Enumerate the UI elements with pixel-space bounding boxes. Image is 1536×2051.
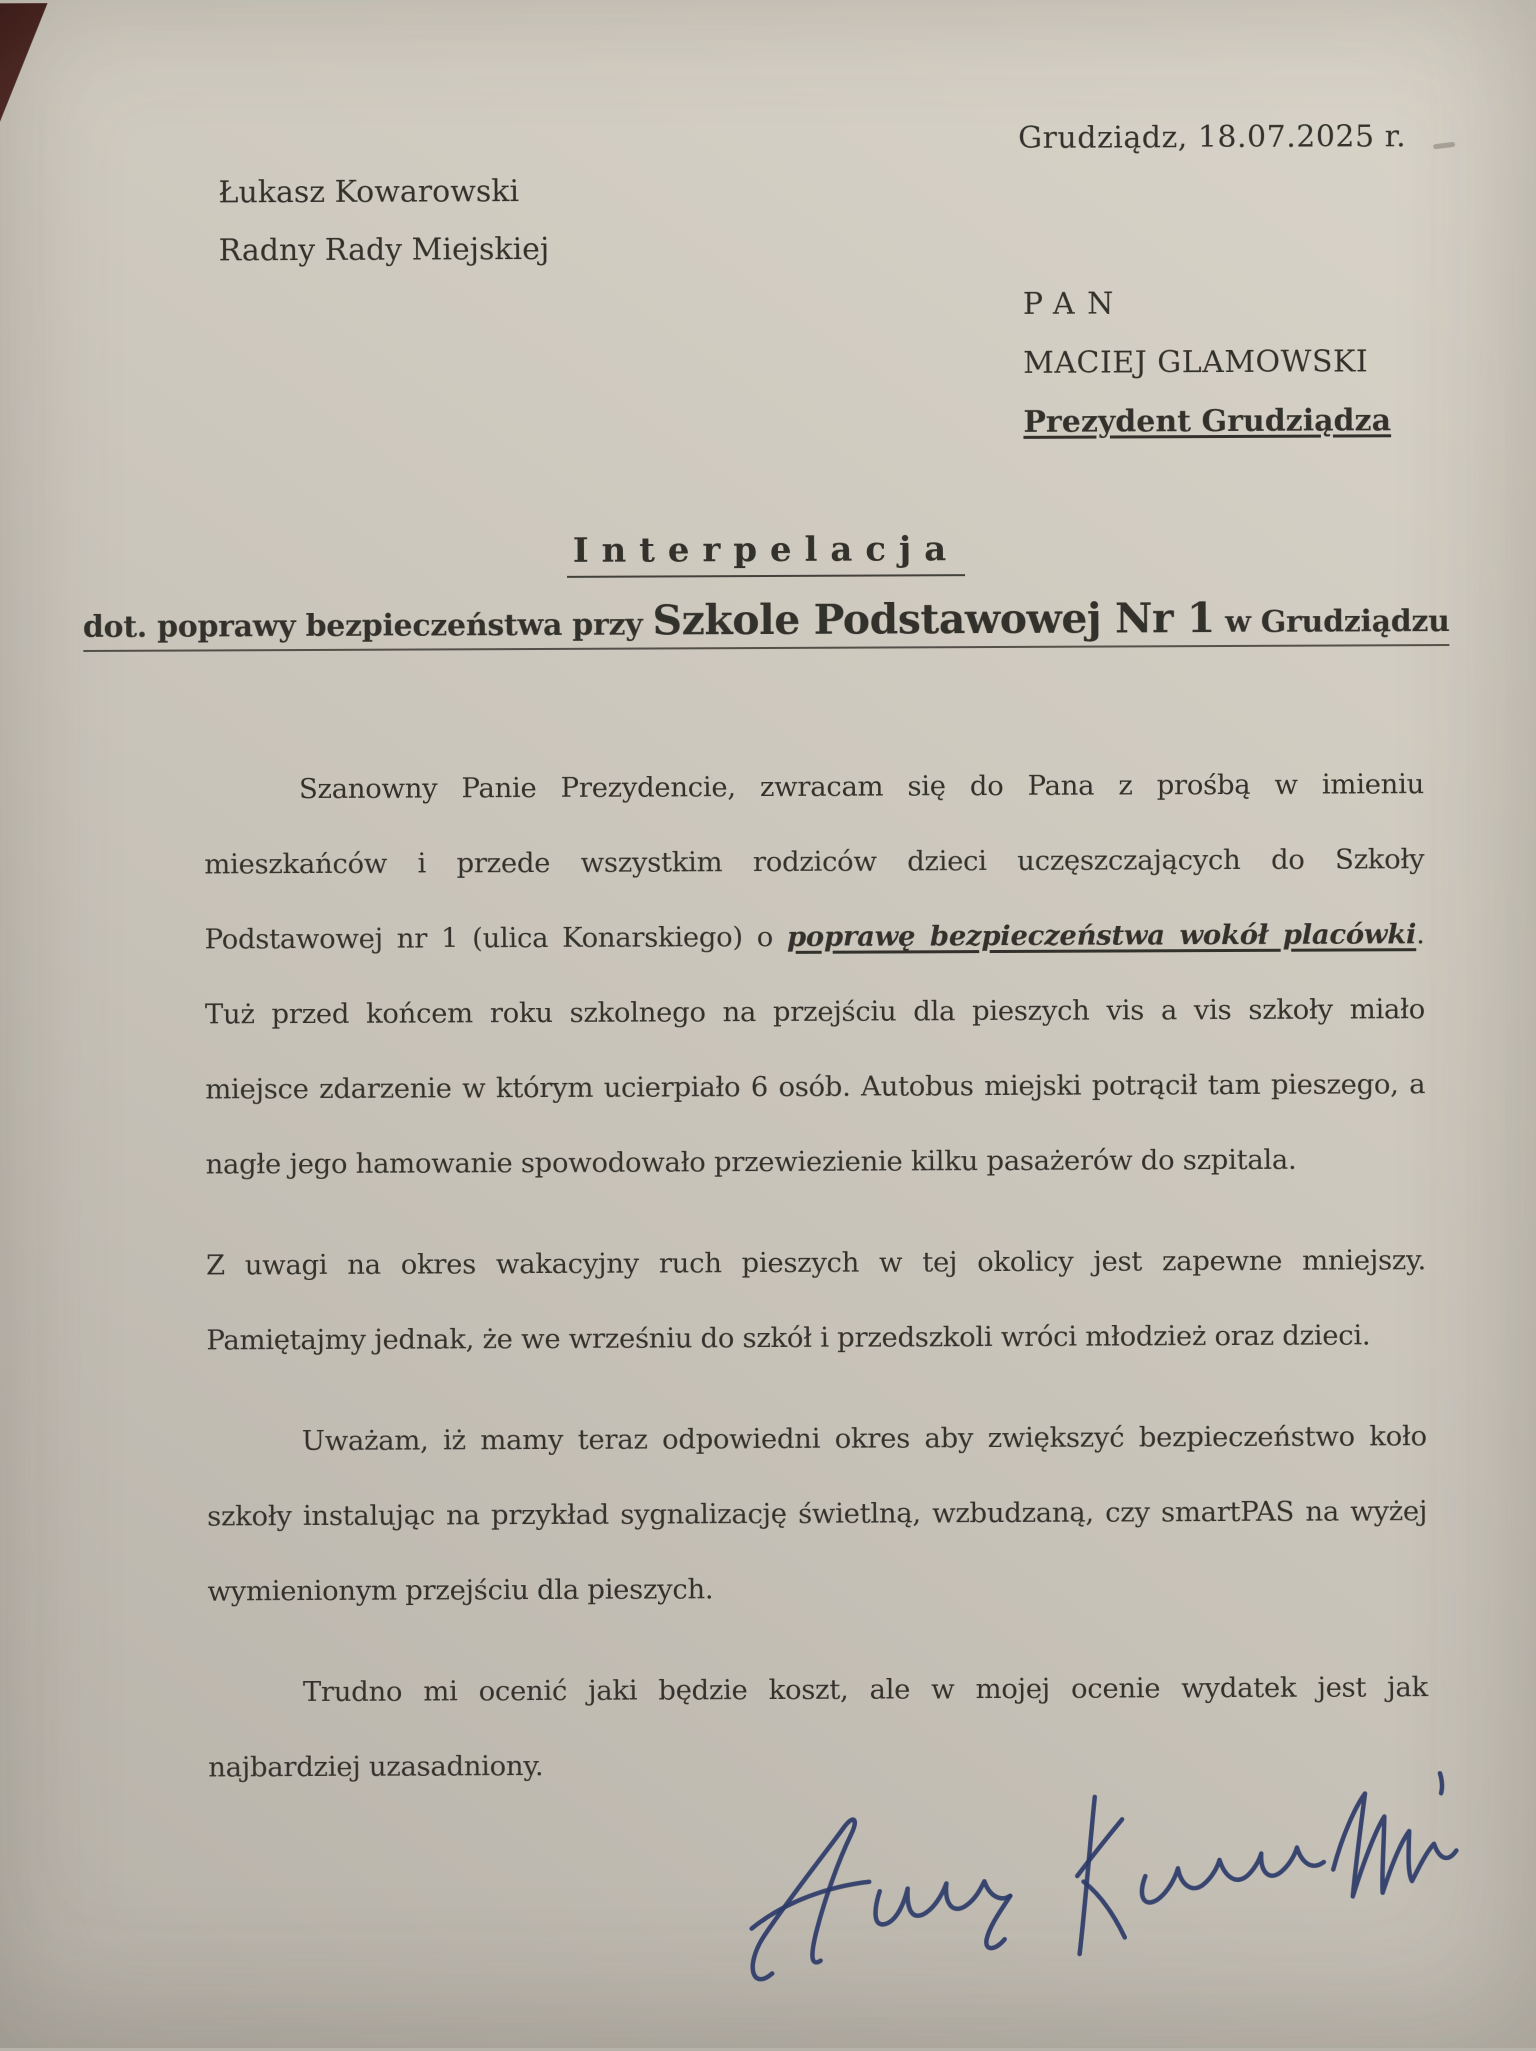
paragraph-2	[206, 1223, 1427, 1378]
recipient-salutation: PAN	[1022, 286, 1127, 322]
document-subject	[83, 593, 1450, 652]
document-subject-row	[0, 593, 1534, 653]
paragraph-1-emphasis: poprawę bezpieczeństwa wokół placówki	[786, 918, 1417, 953]
paragraph-4-text: Trudno mi ocenić jaki będzie koszt, ale w mojej ocenie wydatek jest jak najbardziej uzasadniony.	[208, 1671, 1428, 1784]
paragraph-3-text: Uważam, iż mamy teraz odpowiedni okres aby zwiększyć bezpieczeństwo koło szkoły instalując na przykład sygnalizację świetlną, wzbudzaną, czy smartPAS na wyżej wymienionym przejściu dla pieszych.	[207, 1420, 1428, 1608]
recipient-title: Prezydent Grudziądza	[1023, 403, 1392, 440]
subject-emphasis: Szkole Podstawowej Nr 1	[652, 594, 1216, 645]
paragraph-2-text: Z uwagi na okres wakacyjny ruch pieszych w tej okolicy jest zapewne mniejszy. Pamiętajmy jednak, że we wrześniu do szkół i przedszkoli wróci młodzież oraz dzieci.	[205, 1244, 1427, 1357]
date-line: Grudziądz, 18.07.2025 r.	[1018, 119, 1407, 156]
paragraph-3	[207, 1399, 1428, 1629]
document-title: Interpelacja	[567, 529, 966, 578]
paper-mark	[1433, 142, 1455, 150]
recipient-name: MACIEJ GLAMOWSKI	[1023, 344, 1369, 381]
desk-corner-shadow	[0, 3, 48, 131]
document-title-row	[0, 527, 1534, 581]
subject-prefix: dot. poprawy bezpieczeństwa przy	[82, 607, 653, 645]
subject-suffix: w Grudziądzu	[1214, 604, 1450, 641]
paragraph-1-text-cont: . Tuż przed końcem roku szkolnego na przejściu dla pieszych vis a vis szkoły miało miejsce zdarzenie w którym ucierpiało 6 osób. Autobus miejski potrącił tam pieszego, a nagłe jego hamowanie spowodowało przewiezienie kilku pasażerów do szpitala.	[204, 918, 1426, 1181]
handwritten-signature	[733, 1766, 1475, 2042]
paragraph-1-text: Szanowny Panie Prezydencie, zwracam się do Pana z prośbą w imieniu mieszkańców i przede wszystkim rodziców dzieci uczęszczających do Szkoły Podstawowej nr 1 (ulica Konarskiego) o	[204, 768, 1425, 956]
recipient-block	[1023, 273, 1391, 452]
sender-title: Radny Rady Miejskiej	[218, 231, 550, 269]
sender-block	[218, 163, 549, 280]
letter-body	[204, 747, 1429, 1831]
sender-name: Łukasz Kowarowski	[218, 174, 520, 211]
paragraph-1	[204, 747, 1426, 1202]
